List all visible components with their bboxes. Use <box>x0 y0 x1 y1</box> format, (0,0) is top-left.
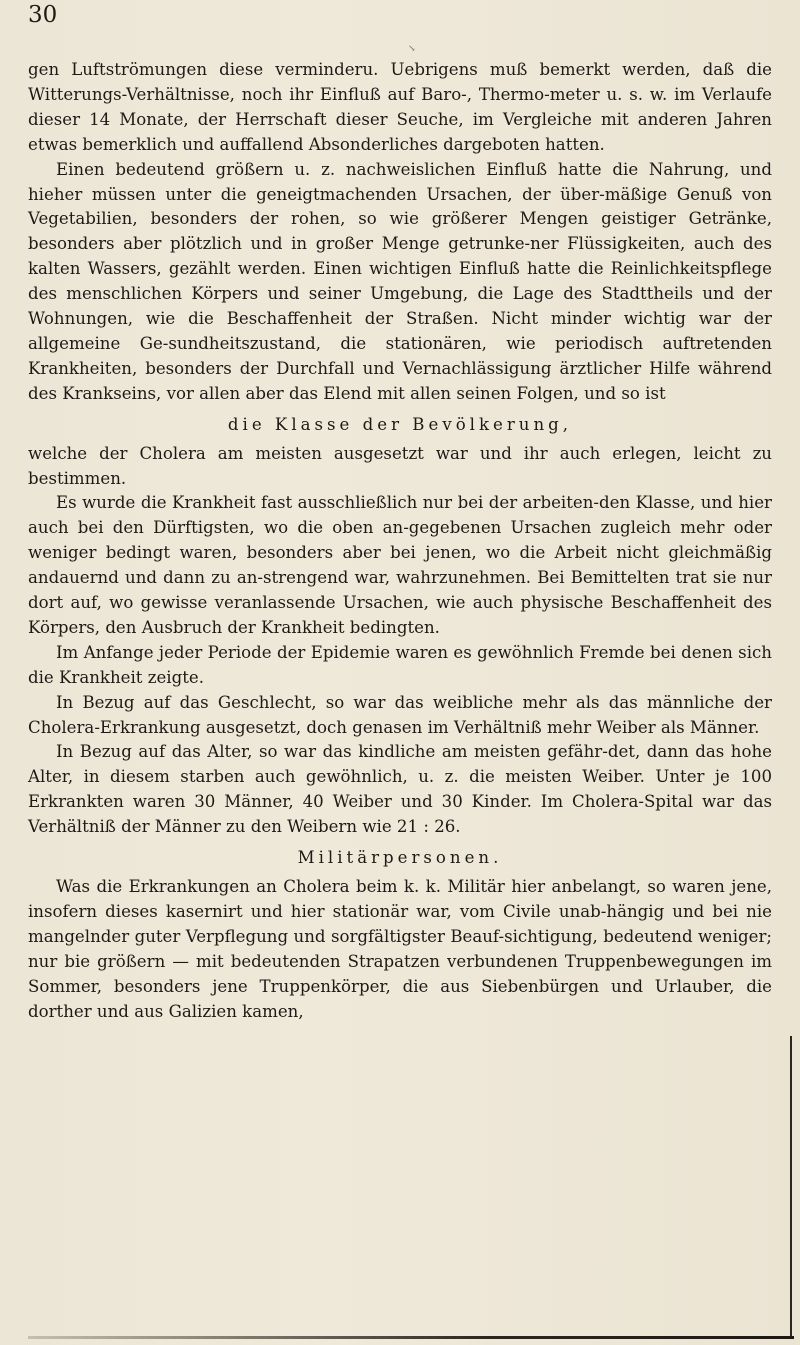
page-edge-shadow <box>790 1036 792 1336</box>
paragraph-military: Was die Erkrankungen an Cholera beim k. k. Militär hier anbelangt, so waren jene, insofern dieses kasernirt und hier stationär war, vom Civile unab-hängig und bei nie mangelnder guter Verpflegung und sorgfältigster Beauf-sichtigung, bedeutend weniger; nur bie größern — mit bedeutenden Strapatzen verbundenen Truppenbewegungen im Sommer, besonders jene Truppenkörper, die aus Siebenbürgen und Urlauber, die dorther und aus Galizien kamen, <box>28 877 772 1021</box>
body-text <box>28 58 772 1024</box>
section-heading-military: Militärpersonen. <box>297 848 503 868</box>
page-number: 30 <box>28 2 58 28</box>
page-bottom-edge <box>28 1336 794 1339</box>
paragraph-weather: gen Luftströmungen diese verminderu. Uebrigens muß bemerkt werden, daß die Witterungs-Verhältnisse, noch ihr Einfluß auf Baro-, Thermo-meter u. s. w. im Verlaufe dieser 14 Monate, der Herrschaft dieser Seuche, im Vergleiche mit anderen Jahren etwas bemerklich und auffallend Absonderliches dargeboten hatten. <box>28 60 772 154</box>
section-heading-population-class: die Klasse der Bevölkerung, <box>227 414 573 434</box>
paragraph-nutrition: Einen bedeutend größern u. z. nachweislichen Einfluß hatte die Nahrung, und hieher müssen unter die geneigtmachenden Ursachen, der über-mäßige Genuß von Vegetabilien, besonders der rohen, so wie größerer Mengen geistiger Getränke, besonders aber plötzlich und in großer Menge getrunke-ner Flüssigkeiten, auch des kalten Wassers, gezählt werden. Einen wichtigen Einfluß hatte die Reinlichkeitspflege des menschlichen Körpers und seiner Umgebung, die Lage des Stadttheils und der Wohnungen, wie die Beschaffenheit der Straßen. Nicht minder wichtig war der allgemeine Ge-sundheitszustand, die stationären, wie periodisch auftretenden Krankheiten, besonders der Durchfall und Vernachlässigung ärztlicher Hilfe während des Krankseins, vor allen aber das Elend mit allen seinen Folgen, und so ist <box>28 159 772 403</box>
paragraph-sex: In Bezug auf das Geschlecht, so war das weibliche mehr als das männliche der Cholera-Erkrankung ausgesetzt, doch genasen im Verhältniß mehr Weiber als Männer. <box>28 692 772 737</box>
paragraph-foreigners: Im Anfange jeder Periode der Epidemie waren es gewöhnlich Fremde bei denen sich die Krankheit zeigte. <box>28 642 772 687</box>
paragraph-working-class: Es wurde die Krankheit fast ausschließlich nur bei der arbeiten-den Klasse, und hier auch bei den Dürftigsten, wo die oben an-gegebenen Ursachen zugleich mehr oder weniger bedingt waren, besonders aber bei jenen, wo die Arbeit nicht gleichmäßig andauernd und dann zu an-strengend war, wahrzunehmen. Bei Bemittelten trat sie nur dort auf, wo gewisse veranlassende Ursachen, wie auch physische Beschaffenheit des Körpers, den Ausbruch der Krankheit bedingten. <box>28 493 772 637</box>
paragraph-age: In Bezug auf das Alter, so war das kindliche am meisten gefähr-det, dann das hohe Alter, in diesem starben auch gewöhnlich, u. z. die meisten Weiber. Unter je 100 Erkrankten waren 30 Männer, 40 Weiber und 30 Kinder. Im Cholera-Spital war das Verhältniß der Männer zu den Weibern wie 21 : 26. <box>28 742 772 837</box>
printer-mark: ↘ <box>408 44 416 54</box>
paragraph-population: welche der Cholera am meisten ausgesetzt war und ihr auch erlegen, leicht zu bestimmen. <box>28 443 772 488</box>
